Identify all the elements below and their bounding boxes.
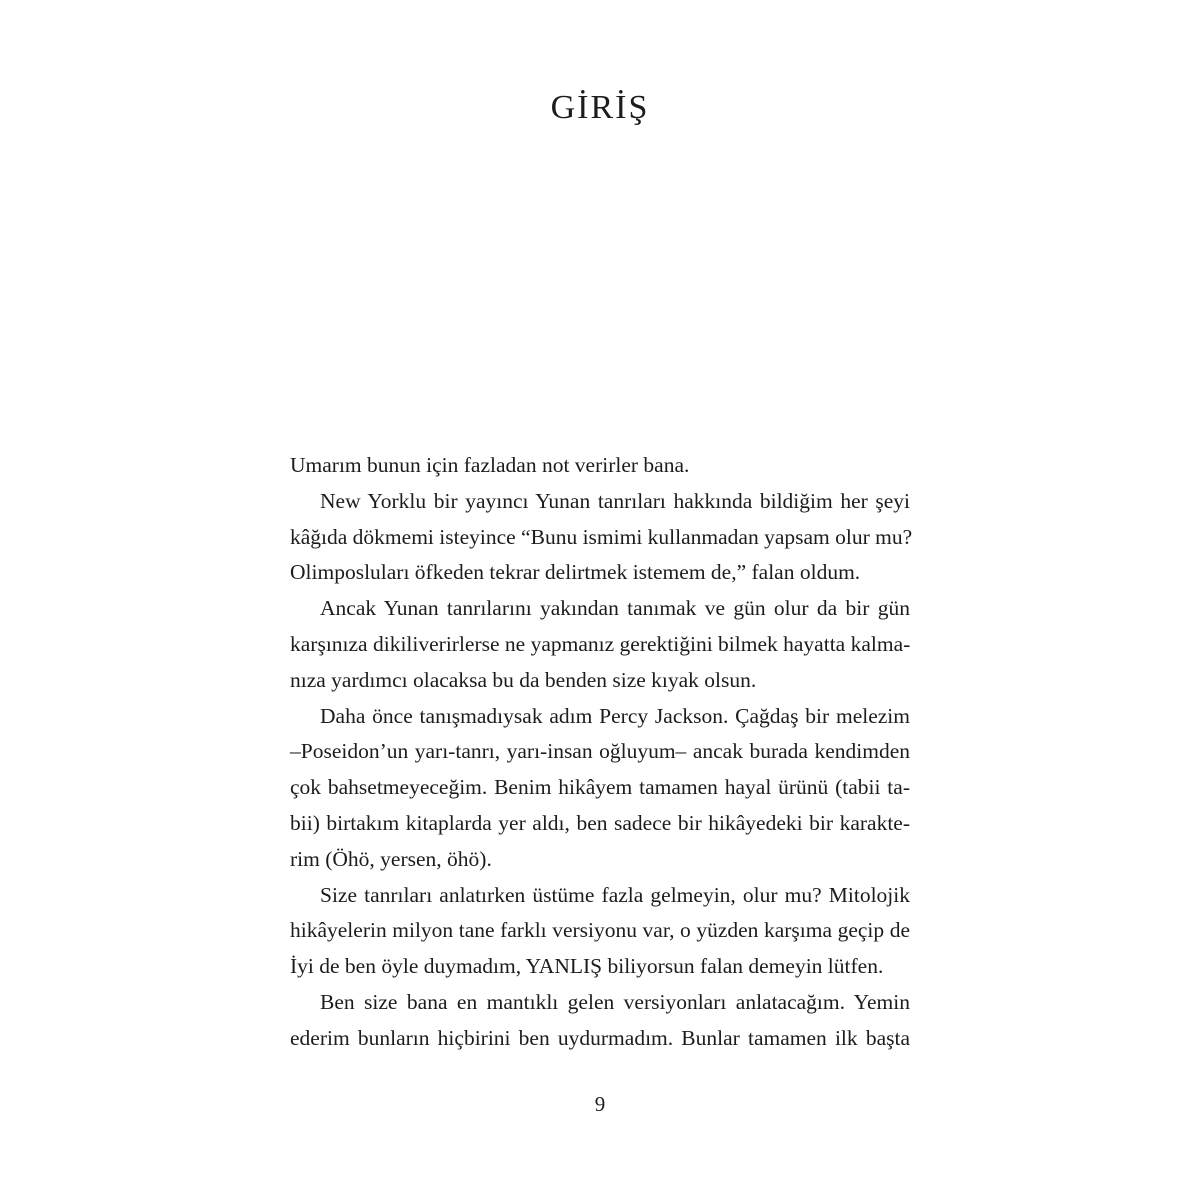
paragraph [290, 878, 910, 985]
text-line: kâğıda dökmemi isteyince “Bunu ismimi kullanmadan yapsam olur mu? [290, 524, 913, 549]
paragraph [290, 448, 910, 484]
text-line: İyi de ben öyle duymadım, YANLIŞ biliyorsun falan demeyin lütfen. [290, 954, 884, 979]
text-line: nıza yardımcı olacaksa bu da benden size kıyak olsun. [290, 667, 757, 692]
paragraph [290, 591, 910, 698]
page-number: 9 [594, 1092, 606, 1116]
text-line: –Poseidon’un yarı-tanrı, yarı-insan oğluyum– ancak burada kendimden [290, 739, 910, 764]
text-line: Ben size bana en mantıklı gelen versiyonları anlatacağım. Yemin [320, 989, 910, 1014]
paragraph [290, 484, 913, 591]
text-line: Ancak Yunan tanrılarını yakından tanımak ve gün olur da bir gün [320, 596, 910, 621]
text-line: hikâyelerin milyon tane farklı versiyonu var, o yüzden karşıma geçip de [290, 918, 910, 943]
text-line: New Yorklu bir yayıncı Yunan tanrıları hakkında bildiğim her şeyi [320, 488, 910, 513]
text-line: Olimposluları öfkeden tekrar delirtmek istemem de,” falan oldum. [290, 560, 861, 585]
text-line: karşınıza dikiliverirlerse ne yapmanız gerektiğini bilmek hayatta kalma- [290, 631, 911, 656]
text-line: çok bahsetmeyeceğim. Benim hikâyem tamamen hayal ürünü (tabii ta- [290, 775, 910, 800]
text-line: bii) birtakım kitaplarda yer aldı, ben sadece bir hikâyedeki bir karakte- [290, 810, 910, 835]
text-line: Umarım bunun için fazladan not verirler bana. [290, 453, 690, 477]
text-line: Size tanrıları anlatırken üstüme fazla gelmeyin, olur mu? Mitolojik [320, 882, 910, 907]
text-line: rim (Öhö, yersen, öhö). [290, 846, 492, 871]
chapter-title: GİRİŞ [550, 89, 650, 126]
text-line: Daha önce tanışmadıysak adım Percy Jackson. Çağdaş bir melezim [320, 703, 910, 728]
paragraph [290, 699, 910, 878]
text-line: ederim bunların hiçbirini ben uydurmadım. Bunlar tamamen ilk başta [290, 1025, 910, 1050]
paragraph [290, 985, 910, 1057]
body-text [290, 448, 913, 1057]
